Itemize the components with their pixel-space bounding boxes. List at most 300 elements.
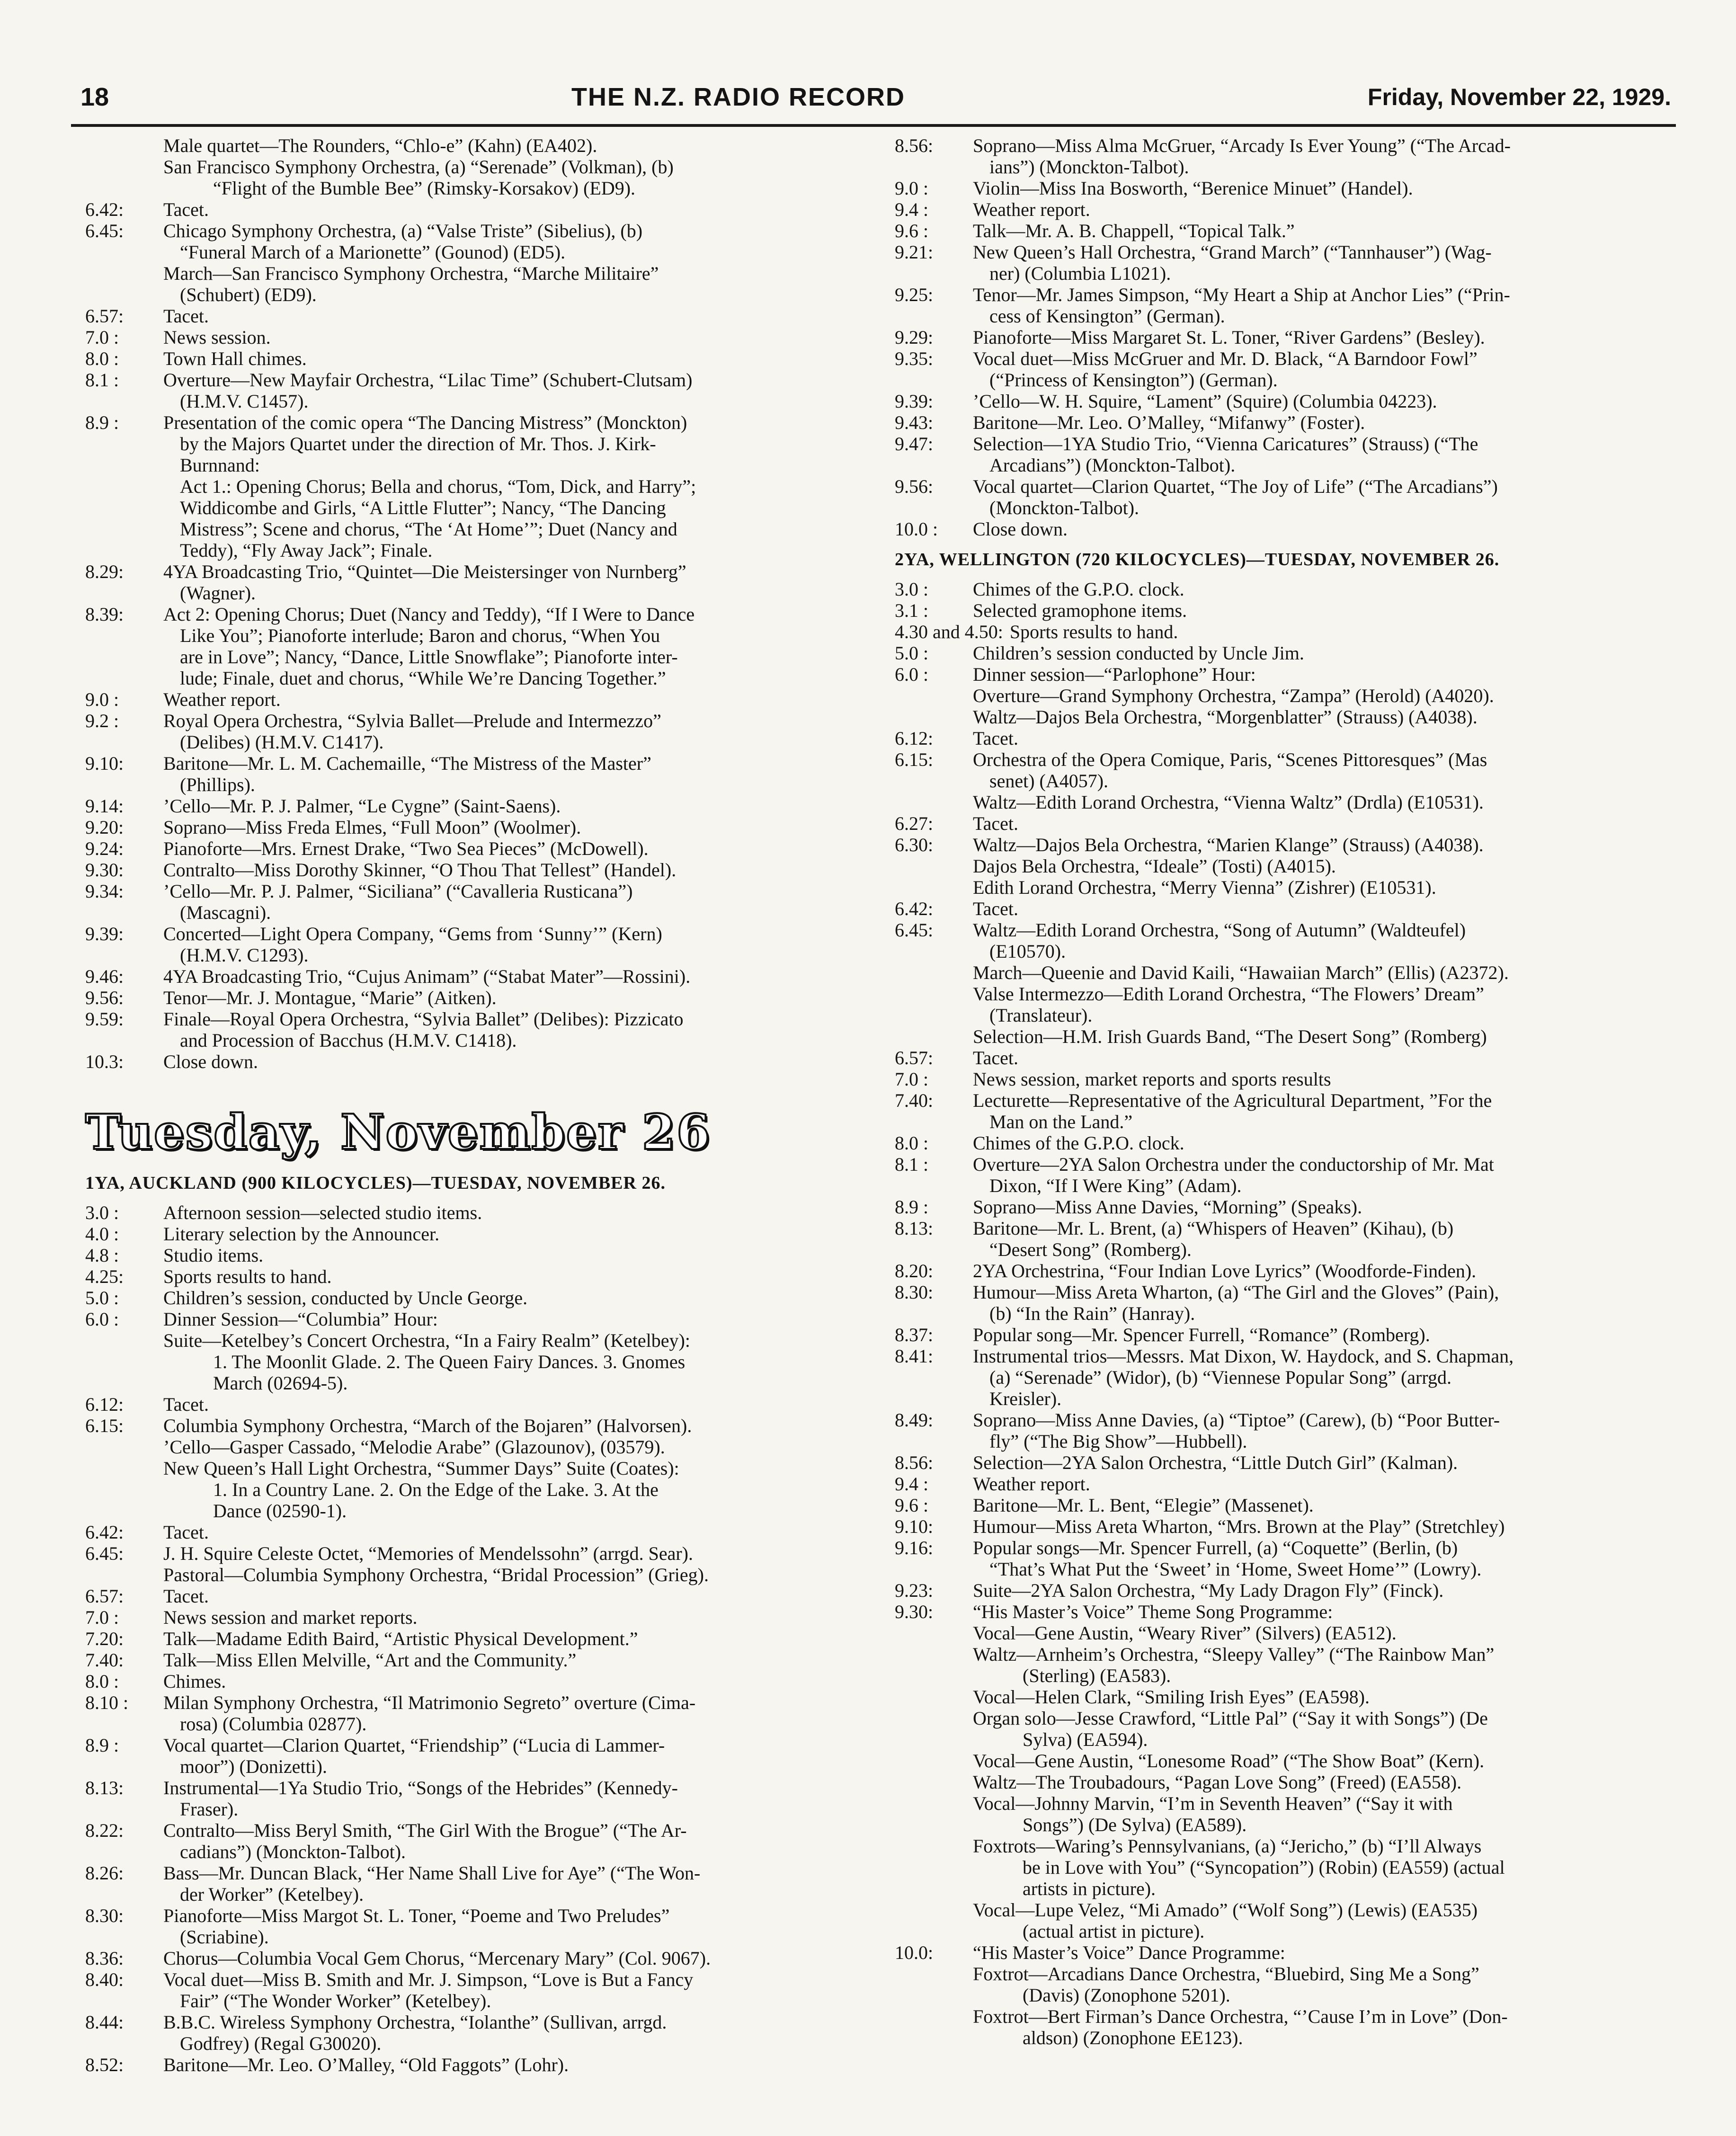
programme-time: 9.43: bbox=[895, 412, 934, 433]
programme-time: 8.56: bbox=[895, 1452, 934, 1473]
programme-text: ’Cello—Mr. P. J. Palmer, “Le Cygne” (Saint-Saens). bbox=[163, 795, 561, 817]
programme-line bbox=[85, 561, 871, 582]
programme-text: Dance (02590-1). bbox=[213, 1500, 347, 1522]
programme-time: 8.13: bbox=[85, 1777, 124, 1798]
programme-line bbox=[85, 476, 871, 497]
programme-time: 9.24: bbox=[85, 838, 124, 859]
programme-line bbox=[895, 433, 1681, 454]
programme-text: Tenor—Mr. J. Montague, “Marie” (Aitken). bbox=[163, 987, 497, 1008]
programme-time: 9.20: bbox=[85, 817, 124, 838]
programme-line bbox=[895, 1452, 1681, 1473]
programme-text: Soprano—Miss Anne Davies, (a) “Tiptoe” (Carew), (b) “Poor Butter- bbox=[973, 1409, 1500, 1431]
programme-line bbox=[895, 621, 1681, 642]
programme-text: Dajos Bela Orchestra, “Ideale” (Tosti) (A4015). bbox=[973, 855, 1336, 877]
programme-time: 8.9 : bbox=[85, 1735, 119, 1756]
programme-time: 6.57: bbox=[85, 305, 124, 327]
programme-text: Teddy), “Fly Away Jack”; Finale. bbox=[180, 540, 433, 561]
programme-text: Vocal duet—Miss McGruer and Mr. D. Black, “A Barndoor Fowl” bbox=[973, 348, 1478, 369]
programme-text: Instrumental—1Ya Studio Trio, “Songs of the Hebrides” (Kennedy- bbox=[163, 1777, 678, 1798]
programme-time: 8.0 : bbox=[85, 1671, 119, 1692]
programme-time: 8.52: bbox=[85, 2054, 124, 2075]
programme-line bbox=[85, 1372, 871, 1394]
programme-line bbox=[895, 1175, 1681, 1196]
programme-text: Soprano—Miss Freda Elmes, “Full Moon” (Woolmer). bbox=[163, 817, 581, 838]
programme-text: Fair” (“The Wonder Worker” (Ketelbey). bbox=[180, 1990, 491, 2011]
programme-text: “Flight of the Bumble Bee” (Rimsky-Korsakov) (ED9). bbox=[213, 178, 636, 199]
programme-line bbox=[85, 1287, 871, 1308]
programme-line bbox=[85, 369, 871, 391]
programme-time: 8.1 : bbox=[895, 1154, 929, 1175]
programme-line bbox=[895, 578, 1681, 600]
programme-text: Literary selection by the Announcer. bbox=[163, 1223, 440, 1245]
programme-line bbox=[895, 600, 1681, 621]
programme-line bbox=[85, 604, 871, 625]
programme-text: and Procession of Bacchus (H.M.V. C1418). bbox=[180, 1030, 517, 1051]
programme-line bbox=[895, 685, 1681, 706]
programme-text: Bass—Mr. Duncan Black, “Her Name Shall Live for Aye” (“The Won- bbox=[163, 1862, 701, 1884]
programme-line bbox=[895, 1218, 1681, 1239]
programme-time: 6.45: bbox=[85, 220, 124, 241]
programme-text: 1. The Moonlit Glade. 2. The Queen Fairy Dances. 3. Gnomes bbox=[213, 1351, 685, 1372]
programme-line bbox=[85, 987, 871, 1008]
programme-time: 9.46: bbox=[85, 966, 124, 987]
programme-text: Chicago Symphony Orchestra, (a) “Valse Triste” (Sibelius), (b) bbox=[163, 220, 643, 241]
programme-line bbox=[895, 1132, 1681, 1154]
programme-text: Chimes of the G.P.O. clock. bbox=[973, 1132, 1184, 1154]
programme-text: Godfrey) (Regal G30020). bbox=[180, 2033, 382, 2054]
programme-text: Vocal—Lupe Velez, “Mi Amado” (“Wolf Song”) (Lewis) (EA535) bbox=[973, 1899, 1478, 1921]
programme-line bbox=[895, 391, 1681, 412]
programme-time: 3.0 : bbox=[85, 1202, 119, 1223]
programme-time: 9.10: bbox=[895, 1516, 934, 1537]
programme-time: 9.10: bbox=[85, 753, 124, 774]
programme-text: Afternoon session—selected studio items. bbox=[163, 1202, 482, 1223]
programme-time: 6.0 : bbox=[895, 664, 929, 685]
programme-line bbox=[85, 1905, 871, 1926]
programme-text: cess of Kensington” (German). bbox=[989, 305, 1225, 327]
programme-text: Foxtrots—Waring’s Pennsylvanians, (a) “Jericho,” (b) “I’ll Always bbox=[973, 1835, 1482, 1857]
publication-title: THE N.Z. RADIO RECORD bbox=[571, 83, 905, 111]
programme-line bbox=[895, 706, 1681, 728]
programme-text: fly” (“The Big Show”—Hubbell). bbox=[989, 1431, 1247, 1452]
programme-time: 9.6 : bbox=[895, 220, 929, 241]
programme-text: Tacet. bbox=[973, 898, 1019, 919]
programme-line bbox=[85, 817, 871, 838]
programme-text: 4YA Broadcasting Trio, “Quintet—Die Meistersinger von Nurnberg” bbox=[163, 561, 686, 582]
programme-text: Man on the Land.” bbox=[989, 1111, 1133, 1132]
programme-text: News session. bbox=[163, 327, 271, 348]
programme-text: Vocal—Johnny Marvin, “I’m in Seventh Heaven” (“Say it with bbox=[973, 1793, 1453, 1814]
programme-line bbox=[895, 1644, 1681, 1665]
programme-line bbox=[85, 1051, 871, 1072]
programme-text: Children’s session, conducted by Uncle George. bbox=[163, 1287, 528, 1308]
programme-line bbox=[895, 962, 1681, 983]
programme-text: (actual artist in picture). bbox=[1023, 1921, 1205, 1942]
programme-text: Valse Intermezzo—Edith Lorand Orchestra, “The Flowers’ Dream” bbox=[973, 983, 1484, 1005]
programme-time: 6.57: bbox=[85, 1585, 124, 1607]
programme-line bbox=[895, 1814, 1681, 1835]
programme-text: Vocal—Gene Austin, “Weary River” (Silvers) (EA512). bbox=[973, 1622, 1397, 1644]
programme-line bbox=[85, 135, 871, 156]
left-programme-list bbox=[85, 135, 871, 1072]
programme-line bbox=[85, 1245, 871, 1266]
programme-line bbox=[85, 284, 871, 305]
programme-line bbox=[895, 1090, 1681, 1111]
programme-text: Dixon, “If I Were King” (Adam). bbox=[989, 1175, 1242, 1196]
programme-line bbox=[85, 1713, 871, 1735]
programme-line bbox=[895, 1580, 1681, 1601]
programme-line bbox=[85, 1990, 871, 2011]
page-number: 18 bbox=[80, 83, 109, 111]
programme-time: 6.30: bbox=[895, 834, 934, 855]
programme-text: Selection—2YA Salon Orchestra, “Little Dutch Girl” (Kalman). bbox=[973, 1452, 1458, 1473]
programme-line bbox=[85, 795, 871, 817]
programme-line bbox=[895, 1111, 1681, 1132]
programme-line bbox=[85, 1030, 871, 1051]
programme-text: Royal Opera Orchestra, “Sylvia Ballet—Prelude and Intermezzo” bbox=[163, 710, 661, 731]
programme-line bbox=[895, 476, 1681, 497]
programme-line bbox=[85, 902, 871, 923]
programme-text: (“Princess of Kensington”) (German). bbox=[989, 369, 1278, 391]
programme-time: 9.34: bbox=[85, 881, 124, 902]
programme-text: cadians”) (Monckton-Talbot). bbox=[180, 1841, 406, 1862]
programme-line bbox=[895, 1793, 1681, 1814]
programme-line bbox=[85, 2054, 871, 2075]
programme-text: Selection—1YA Studio Trio, “Vienna Caricatures” (Strauss) (“The bbox=[973, 433, 1478, 454]
programme-text: Talk—Mr. A. B. Chappell, “Topical Talk.” bbox=[973, 220, 1295, 241]
programme-line bbox=[85, 1862, 871, 1884]
programme-line bbox=[895, 1388, 1681, 1409]
programme-time: 8.9 : bbox=[85, 412, 119, 433]
programme-line bbox=[895, 877, 1681, 898]
programme-text: (Phillips). bbox=[180, 774, 255, 795]
programme-text: Foxtrot—Arcadians Dance Orchestra, “Bluebird, Sing Me a Song” bbox=[973, 1963, 1479, 1985]
programme-line bbox=[85, 1671, 871, 1692]
programme-line bbox=[85, 1607, 871, 1628]
programme-text: J. H. Squire Celeste Octet, “Memories of Mendelssohn” (arrgd. Sear). bbox=[163, 1543, 693, 1564]
programme-time: 6.57: bbox=[895, 1047, 934, 1068]
programme-line bbox=[895, 1985, 1681, 2006]
programme-text: Like You”; Pianoforte interlude; Baron and chorus, “When You bbox=[180, 625, 660, 646]
programme-text: ’Cello—W. H. Squire, “Lament” (Squire) (Columbia 04223). bbox=[973, 391, 1437, 412]
programme-line bbox=[895, 1282, 1681, 1303]
programme-text: (H.M.V. C1293). bbox=[180, 944, 309, 966]
programme-time: 8.40: bbox=[85, 1969, 124, 1990]
programme-time: 9.56: bbox=[85, 987, 124, 1008]
right-column bbox=[895, 135, 1681, 2048]
programme-time: 8.56: bbox=[895, 135, 934, 156]
programme-line bbox=[895, 156, 1681, 178]
programme-line bbox=[895, 518, 1681, 540]
programme-text: Sylva) (EA594). bbox=[1023, 1729, 1148, 1750]
programme-text: Tacet. bbox=[163, 305, 209, 327]
programme-time: 5.0 : bbox=[85, 1287, 119, 1308]
programme-time: 9.23: bbox=[895, 1580, 934, 1601]
programme-time: 8.44: bbox=[85, 2011, 124, 2033]
programme-text: Baritone—Mr. Leo. O’Malley, “Mifanwy” (Foster). bbox=[973, 412, 1365, 433]
programme-line bbox=[895, 1729, 1681, 1750]
programme-text: Male quartet—The Rounders, “Chlo-e” (Kahn) (EA402). bbox=[163, 135, 597, 156]
programme-line bbox=[85, 625, 871, 646]
programme-text: Mistress”; Scene and chorus, “The ‘At Home’”; Duet (Nancy and bbox=[180, 518, 677, 540]
programme-time: 9.6 : bbox=[895, 1495, 929, 1516]
programme-text: Waltz—Dajos Bela Orchestra, “Marien Klange” (Strauss) (A4038). bbox=[973, 834, 1484, 855]
programme-time: 6.42: bbox=[895, 898, 934, 919]
programme-text: News session, market reports and sports results bbox=[973, 1068, 1331, 1090]
programme-text: News session and market reports. bbox=[163, 1607, 418, 1628]
programme-text: (Davis) (Zonophone 5201). bbox=[1023, 1985, 1230, 2006]
day-heading: Tuesday, November 26 bbox=[85, 1104, 711, 1161]
programme-line bbox=[895, 1473, 1681, 1495]
programme-time: 8.29: bbox=[85, 561, 124, 582]
programme-text: Pastoral—Columbia Symphony Orchestra, “Bridal Procession” (Grieg). bbox=[163, 1564, 709, 1585]
programme-text: Milan Symphony Orchestra, “Il Matrimonio Segreto” overture (Cima- bbox=[163, 1692, 696, 1713]
programme-line bbox=[85, 1777, 871, 1798]
programme-line bbox=[895, 1601, 1681, 1622]
programme-text: Weather report. bbox=[973, 1473, 1090, 1495]
programme-text: Chorus—Columbia Vocal Gem Chorus, “Mercenary Mary” (Col. 9067). bbox=[163, 1948, 711, 1969]
programme-text: Tacet. bbox=[163, 1585, 209, 1607]
programme-line bbox=[85, 966, 871, 987]
programme-line bbox=[85, 327, 871, 348]
programme-text: 2YA Orchestrina, “Four Indian Love Lyrics” (Woodforde-Finden). bbox=[973, 1260, 1477, 1282]
programme-time: 4.30 and 4.50: bbox=[895, 621, 1003, 642]
programme-line bbox=[895, 834, 1681, 855]
programme-text: March (02694-5). bbox=[213, 1372, 348, 1394]
programme-line bbox=[85, 944, 871, 966]
programme-time: 8.30: bbox=[895, 1282, 934, 1303]
programme-line bbox=[895, 919, 1681, 941]
programme-line bbox=[895, 1196, 1681, 1218]
programme-text: (Scriabine). bbox=[180, 1926, 269, 1948]
programme-line bbox=[85, 1308, 871, 1330]
programme-line bbox=[895, 1686, 1681, 1708]
programme-time: 6.42: bbox=[85, 1522, 124, 1543]
programme-text: Pianoforte—Miss Margot St. L. Toner, “Poeme and Two Preludes” bbox=[163, 1905, 670, 1926]
programme-line bbox=[85, 1969, 871, 1990]
programme-line bbox=[85, 305, 871, 327]
programme-text: Talk—Madame Edith Baird, “Artistic Physical Development.” bbox=[163, 1628, 638, 1649]
programme-text: Overture—2YA Salon Orchestra under the conductorship of Mr. Mat bbox=[973, 1154, 1494, 1175]
programme-text: (Delibes) (H.M.V. C1417). bbox=[180, 731, 384, 753]
programme-line bbox=[895, 1047, 1681, 1068]
programme-text: Contralto—Miss Beryl Smith, “The Girl With the Brogue” (“The Ar- bbox=[163, 1820, 687, 1841]
programme-line bbox=[85, 263, 871, 284]
programme-text: (H.M.V. C1457). bbox=[180, 391, 309, 412]
programme-line bbox=[85, 1564, 871, 1585]
1ya-programme-list bbox=[85, 1202, 871, 2075]
programme-text: 1. In a Country Lane. 2. On the Edge of the Lake. 3. At the bbox=[213, 1479, 659, 1500]
programme-text: Close down. bbox=[973, 518, 1068, 540]
programme-time: 8.26: bbox=[85, 1862, 124, 1884]
programme-line bbox=[85, 1649, 871, 1671]
programme-line bbox=[895, 770, 1681, 792]
programme-text: Lecturette—Representative of the Agricultural Department, ”For the bbox=[973, 1090, 1492, 1111]
programme-text: Presentation of the comic opera “The Dancing Mistress” (Monckton) bbox=[163, 412, 687, 433]
programme-line bbox=[85, 1820, 871, 1841]
programme-line bbox=[85, 1585, 871, 1607]
programme-text: Widdicombe and Girls, “A Little Flutter”; Nancy, “The Dancing bbox=[180, 497, 666, 518]
programme-time: 6.45: bbox=[85, 1543, 124, 1564]
programme-time: 9.35: bbox=[895, 348, 934, 369]
programme-line bbox=[895, 1878, 1681, 1899]
programme-time: 9.59: bbox=[85, 1008, 124, 1030]
programme-line bbox=[85, 1479, 871, 1500]
programme-text: Town Hall chimes. bbox=[163, 348, 307, 369]
programme-text: (Wagner). bbox=[180, 582, 256, 604]
programme-line bbox=[895, 642, 1681, 664]
programme-line bbox=[895, 1303, 1681, 1324]
programme-line bbox=[895, 1899, 1681, 1921]
programme-time: 4.0 : bbox=[85, 1223, 119, 1245]
issue-date: Friday, November 22, 1929. bbox=[1367, 84, 1671, 110]
programme-line bbox=[85, 689, 871, 710]
programme-text: Waltz—Edith Lorand Orchestra, “Vienna Waltz” (Drdla) (E10531). bbox=[973, 792, 1484, 813]
programme-time: 6.0 : bbox=[85, 1308, 119, 1330]
programme-time: 7.20: bbox=[85, 1628, 124, 1649]
programme-time: 7.0 : bbox=[85, 1607, 119, 1628]
programme-line bbox=[895, 792, 1681, 813]
programme-text: Act 2: Opening Chorus; Duet (Nancy and Teddy), “If I Were to Dance bbox=[163, 604, 695, 625]
programme-text: Baritone—Mr. L. M. Cachemaille, “The Mistress of the Master” bbox=[163, 753, 651, 774]
programme-time: 5.0 : bbox=[895, 642, 929, 664]
programme-line bbox=[85, 2033, 871, 2054]
programme-text: aldson) (Zonophone EE123). bbox=[1023, 2027, 1243, 2048]
programme-text: Tacet. bbox=[973, 1047, 1019, 1068]
programme-time: 4.25: bbox=[85, 1266, 124, 1287]
programme-time: 9.30: bbox=[895, 1601, 934, 1622]
programme-line bbox=[895, 1665, 1681, 1686]
programme-text: Waltz—Dajos Bela Orchestra, “Morgenblatter” (Strauss) (A4038). bbox=[973, 706, 1478, 728]
programme-time: 8.37: bbox=[895, 1324, 934, 1345]
programme-text: Soprano—Miss Alma McGruer, “Arcady Is Ever Young” (“The Arcad- bbox=[973, 135, 1511, 156]
header-rule bbox=[71, 124, 1676, 127]
programme-line bbox=[85, 497, 871, 518]
programme-time: 6.12: bbox=[85, 1394, 124, 1415]
programme-text: lude; Finale, duet and chorus, “While We’re Dancing Together.” bbox=[180, 668, 666, 689]
programme-line bbox=[895, 220, 1681, 241]
programme-line bbox=[895, 855, 1681, 877]
programme-text: by the Majors Quartet under the direction of Mr. Thos. J. Kirk- bbox=[180, 433, 656, 454]
programme-text: Chimes of the G.P.O. clock. bbox=[973, 578, 1184, 600]
programme-text: B.B.C. Wireless Symphony Orchestra, “Iolanthe” (Sullivan, arrgd. bbox=[163, 2011, 667, 2033]
programme-line bbox=[85, 1735, 871, 1756]
programme-text: Selection—H.M. Irish Guards Band, “The Desert Song” (Romberg) bbox=[973, 1026, 1487, 1047]
programme-line bbox=[85, 1223, 871, 1245]
programme-line bbox=[895, 369, 1681, 391]
programme-time: 6.15: bbox=[85, 1415, 124, 1436]
programme-text: Suite—Ketelbey’s Concert Orchestra, “In a Fairy Realm” (Ketelbey): bbox=[163, 1330, 690, 1351]
programme-text: New Queen’s Hall Light Orchestra, “Summer Days” Suite (Coates): bbox=[163, 1458, 679, 1479]
programme-line bbox=[895, 135, 1681, 156]
programme-text: Pianoforte—Mrs. Ernest Drake, “Two Sea Pieces” (McDowell). bbox=[163, 838, 649, 859]
programme-text: Columbia Symphony Orchestra, “March of the Bojaren” (Halvorsen). bbox=[163, 1415, 692, 1436]
programme-text: Baritone—Mr. L. Bent, “Elegie” (Massenet). bbox=[973, 1495, 1314, 1516]
programme-line bbox=[85, 178, 871, 199]
programme-text: Overture—Grand Symphony Orchestra, “Zampa” (Herold) (A4020). bbox=[973, 685, 1494, 706]
programme-line bbox=[895, 1154, 1681, 1175]
programme-text: are in Love”; Nancy, “Dance, Little Snowflake”; Pianoforte inter- bbox=[180, 646, 678, 668]
programme-line bbox=[85, 1798, 871, 1820]
programme-text: Baritone—Mr. Leo. O’Malley, “Old Faggots” (Lohr). bbox=[163, 2054, 569, 2075]
programme-time: 6.27: bbox=[895, 813, 934, 834]
programme-text: Waltz—Edith Lorand Orchestra, “Song of Autumn” (Waldteufel) bbox=[973, 919, 1466, 941]
2ya-programme-list bbox=[895, 578, 1681, 2048]
programme-text: Tacet. bbox=[163, 1394, 209, 1415]
programme-line bbox=[895, 1622, 1681, 1644]
programme-text: (Schubert) (ED9). bbox=[180, 284, 317, 305]
programme-time: 7.0 : bbox=[85, 327, 119, 348]
programme-text: Tenor—Mr. James Simpson, “My Heart a Ship at Anchor Lies” (“Prin- bbox=[973, 284, 1510, 305]
programme-text: ians”) (Monckton-Talbot). bbox=[989, 156, 1189, 178]
programme-line bbox=[85, 1522, 871, 1543]
programme-text: Edith Lorand Orchestra, “Merry Vienna” (Zishrer) (E10531). bbox=[973, 877, 1436, 898]
programme-time: 8.0 : bbox=[895, 1132, 929, 1154]
programme-text: Fraser). bbox=[180, 1798, 239, 1820]
programme-text: Tacet. bbox=[163, 199, 209, 220]
programme-text: “Desert Song” (Romberg). bbox=[989, 1239, 1192, 1260]
programme-line bbox=[85, 753, 871, 774]
programme-text: Concerted—Light Opera Company, “Gems from ‘Sunny’” (Kern) bbox=[163, 923, 662, 944]
programme-time: 10.3: bbox=[85, 1051, 124, 1072]
programme-text: Studio items. bbox=[163, 1245, 264, 1266]
programme-line bbox=[895, 1431, 1681, 1452]
programme-text: Waltz—The Troubadours, “Pagan Love Song” (Freed) (EA558). bbox=[973, 1771, 1462, 1793]
programme-text: ’Cello—Mr. P. J. Palmer, “Siciliana” (“Cavalleria Rusticana”) bbox=[163, 881, 633, 902]
programme-line bbox=[85, 1330, 871, 1351]
programme-line bbox=[895, 1026, 1681, 1047]
programme-text: Finale—Royal Opera Orchestra, “Sylvia Ballet” (Delibes): Pizzicato bbox=[163, 1008, 684, 1030]
programme-text: Vocal quartet—Clarion Quartet, “Friendship” (“Lucia di Lammer- bbox=[163, 1735, 665, 1756]
programme-time: 7.0 : bbox=[895, 1068, 929, 1090]
programme-line bbox=[895, 1771, 1681, 1793]
programme-time: 4.8 : bbox=[85, 1245, 119, 1266]
programme-time: 9.47: bbox=[895, 433, 934, 454]
programme-line bbox=[85, 731, 871, 753]
programme-text: Act 1.: Opening Chorus; Bella and chorus, “Tom, Dick, and Harry”; bbox=[180, 476, 696, 497]
programme-text: San Francisco Symphony Orchestra, (a) “Serenade” (Volkman), (b) bbox=[163, 156, 674, 178]
programme-time: 8.9 : bbox=[895, 1196, 929, 1218]
programme-line bbox=[85, 1266, 871, 1287]
programme-text: moor”) (Donizetti). bbox=[180, 1756, 327, 1777]
programme-text: “Funeral March of a Marionette” (Gounod) (ED5). bbox=[180, 241, 566, 263]
programme-line bbox=[895, 749, 1681, 770]
programme-text: Vocal—Gene Austin, “Lonesome Road” (“The Show Boat” (Kern). bbox=[973, 1750, 1485, 1771]
programme-time: 8.13: bbox=[895, 1218, 934, 1239]
programme-text: New Queen’s Hall Orchestra, “Grand March” (“Tannhauser”) (Wag- bbox=[973, 241, 1492, 263]
programme-line bbox=[85, 838, 871, 859]
programme-time: 9.4 : bbox=[895, 199, 929, 220]
programme-line bbox=[85, 391, 871, 412]
programme-line bbox=[895, 1409, 1681, 1431]
programme-line bbox=[895, 263, 1681, 284]
programme-text: Baritone—Mr. L. Brent, (a) “Whispers of Heaven” (Kihau), (b) bbox=[973, 1218, 1454, 1239]
programme-time: 3.1 : bbox=[895, 600, 929, 621]
programme-text: Arcadians”) (Monckton-Talbot). bbox=[989, 454, 1236, 476]
programme-time: 9.0 : bbox=[895, 178, 929, 199]
programme-line bbox=[895, 1516, 1681, 1537]
programme-line bbox=[895, 412, 1681, 433]
programme-line bbox=[895, 1495, 1681, 1516]
programme-line bbox=[85, 412, 871, 433]
programme-line bbox=[85, 1543, 871, 1564]
programme-line bbox=[85, 220, 871, 241]
programme-line bbox=[895, 2006, 1681, 2027]
programme-text: Instrumental trios—Messrs. Mat Dixon, W. Haydock, and S. Chapman, bbox=[973, 1345, 1514, 1367]
programme-time: 8.41: bbox=[895, 1345, 934, 1367]
programme-line bbox=[895, 1750, 1681, 1771]
programme-time: 8.1 : bbox=[85, 369, 119, 391]
